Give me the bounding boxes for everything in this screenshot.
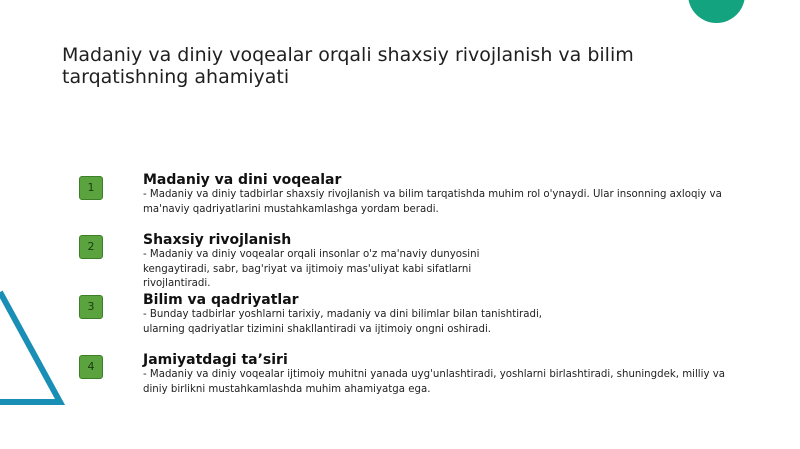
item-heading: Madaniy va dini voqealar [143,172,342,188]
item-number-badge: 2 [79,235,103,259]
item-heading: Jamiyatdagi ta’siri [143,352,288,368]
item-number-badge: 3 [79,295,103,319]
decorative-circle [688,0,745,23]
item-text: - Bunday tadbirlar yoshlarni tarixiy, madaniy va dini bilimlar bilan tanishtiradi, ularning qadriyatlar tizimini shakllantiradi va ijtimoiy ongni oshiradi. [143,309,543,335]
item-number-badge: 4 [79,355,103,379]
item-text: - Madaniy va diniy tadbirlar shaxsiy rivojlanish va bilim tarqatishda muhim rol o'ynaydi. Ular insonning axloqiy va ma'naviy qadriyatlarini mustahkamlashga yordam beradi. [143,189,722,215]
item-text: - Madaniy va diniy voqealar orqali insonlar o'z ma'naviy dunyosini kengaytiradi, sabr, bag'riyat va ijtimoiy mas'uliyat kabi sifatlarni rivojlantiradi. [143,249,480,290]
item-heading: Shaxsiy rivojlanish [143,232,292,248]
decorative-triangle [0,290,70,410]
item-heading: Bilim va qadriyatlar [143,292,299,308]
item-text: - Madaniy va diniy voqealar ijtimoiy muhitni yanada uyg'unlashtiradi, yoshlarni birlashtiradi, shuningdek, milliy va diniy birlikni mustahkamlashda muhim ahamiyatga ega. [143,369,726,395]
item-number-badge: 1 [79,176,103,200]
slide-title: Madaniy va diniy voqealar orqali shaxsiy rivojlanish va bilim tarqatishning ahamiyati [62,44,634,88]
